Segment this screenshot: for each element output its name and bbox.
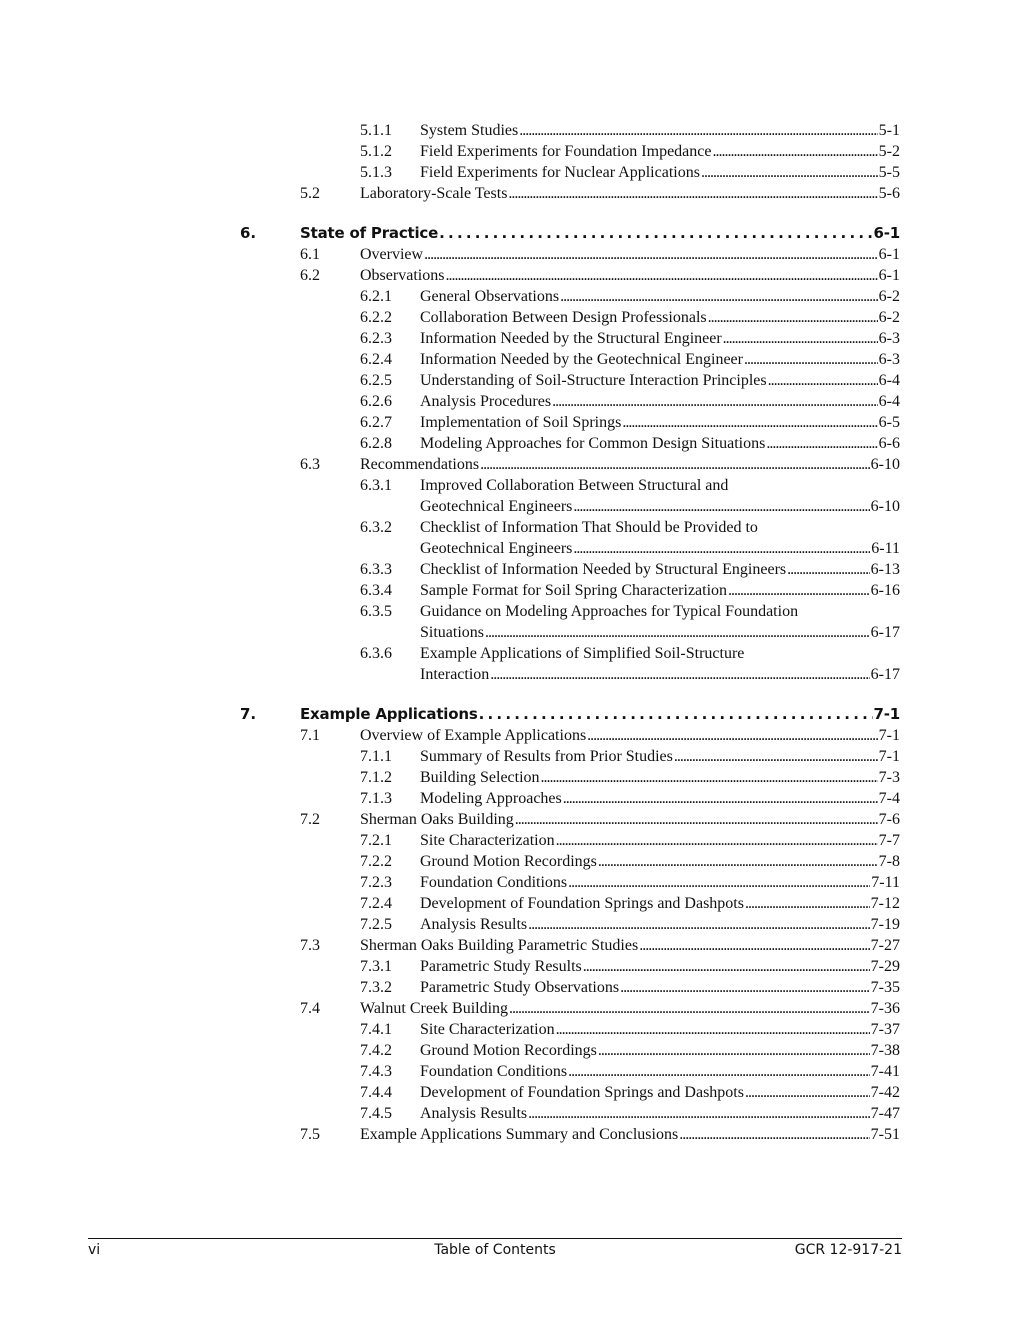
toc-entry-page: 7-19 — [870, 916, 900, 933]
toc-entry-page: 7-47 — [870, 1105, 900, 1122]
dot-leader — [679, 1124, 869, 1145]
dot-leader — [556, 1019, 870, 1040]
toc-entry-title-continued: Interaction — [420, 666, 490, 683]
toc-entry-continuation[interactable] — [0, 622, 1020, 643]
toc-entry-number: 7.4.2 — [360, 1042, 392, 1059]
toc-entry-title-continued: Geotechnical Engineers — [420, 498, 573, 515]
toc-entry[interactable] — [0, 370, 1020, 391]
toc-entry-page: 7-41 — [870, 1063, 900, 1080]
toc-entry-title: Field Experiments for Nuclear Applications — [420, 164, 700, 181]
toc-entry-number: 6.2.3 — [360, 330, 392, 347]
toc-entry-title: Sherman Oaks Building — [360, 811, 514, 828]
dot-leader — [541, 767, 878, 788]
toc-entry-title: Modeling Approaches — [420, 790, 562, 807]
toc-entry-page: 6-1 — [878, 246, 900, 263]
toc-entry[interactable] — [0, 935, 1020, 956]
toc-entry-number: 7.3.2 — [360, 979, 392, 996]
toc-entry-title: Foundation Conditions — [420, 1063, 568, 1080]
toc-entry[interactable] — [0, 851, 1020, 872]
dot-leader — [573, 496, 869, 517]
toc-entry[interactable] — [0, 391, 1020, 412]
toc-entry-number: 6.2.1 — [360, 288, 392, 305]
dot-leader — [587, 725, 878, 746]
toc-entry[interactable] — [0, 746, 1020, 767]
dot-leader — [728, 580, 870, 601]
dot-leader — [552, 391, 878, 412]
toc-entry[interactable] — [0, 830, 1020, 851]
toc-entry[interactable] — [0, 517, 1020, 538]
toc-entry-number: 7.2 — [300, 811, 320, 828]
toc-entry-number: 6.2.2 — [360, 309, 392, 326]
toc-entry-page: 7-4 — [878, 790, 900, 807]
toc-entry[interactable] — [0, 977, 1020, 998]
toc-entry-number: 7.2.2 — [360, 853, 392, 870]
dot-leader — [556, 830, 878, 851]
toc-entry-title: Laboratory-Scale Tests — [360, 185, 508, 202]
dot-leader — [583, 956, 870, 977]
toc-entry-number: 7.5 — [300, 1126, 320, 1143]
toc-entry[interactable] — [0, 872, 1020, 893]
dot-leader — [787, 559, 870, 580]
toc-entry-page: 7-27 — [870, 937, 900, 954]
toc-entry[interactable] — [0, 265, 1020, 286]
toc-entry[interactable] — [0, 1082, 1020, 1103]
toc-entry[interactable] — [0, 349, 1020, 370]
toc-entry-number: 7.2.3 — [360, 874, 392, 891]
dot-leader — [723, 328, 878, 349]
dot-leader — [515, 809, 878, 830]
toc-entry-number: 6. — [240, 224, 257, 242]
toc-entry[interactable] — [0, 454, 1020, 475]
dot-leader — [445, 265, 877, 286]
dot-leader — [708, 307, 878, 328]
toc-entry-title: Checklist of Information Needed by Structural Engineers — [420, 561, 787, 578]
toc-entry-title: Understanding of Soil-Structure Interaction Principles — [420, 372, 767, 389]
toc-entry-page: 6-1 — [878, 267, 900, 284]
toc-entry-title: Collaboration Between Design Professionals — [420, 309, 707, 326]
toc-entry-number: 7.3.1 — [360, 958, 392, 975]
toc-entry-page: 7-8 — [878, 853, 900, 870]
dot-leader — [508, 183, 877, 204]
toc-entry[interactable] — [0, 788, 1020, 809]
dot-leader — [439, 223, 872, 244]
toc-entry-page: 5-1 — [878, 122, 900, 139]
toc-entry-number: 6.2.5 — [360, 372, 392, 389]
toc-entry-page: 6-3 — [878, 351, 900, 368]
toc-entry-number: 7.3 — [300, 937, 320, 954]
toc-entry-title: Field Experiments for Foundation Impedance — [420, 143, 712, 160]
toc-entry-title: Sherman Oaks Building Parametric Studies — [360, 937, 639, 954]
toc-entry-title: Development of Foundation Springs and Dashpots — [420, 1084, 744, 1101]
toc-entry-page: 7-1 — [878, 748, 900, 765]
toc-entry-page: 7-37 — [870, 1021, 900, 1038]
toc-entry-page: 6-6 — [878, 435, 900, 452]
toc-entry-page: 7-3 — [878, 769, 900, 786]
toc-entry-page: 7-12 — [870, 895, 900, 912]
toc-entry-page: 6-4 — [878, 372, 900, 389]
toc-entry-number: 6.3.3 — [360, 561, 392, 578]
dot-leader — [639, 935, 869, 956]
toc-entry[interactable] — [0, 120, 1020, 141]
dot-leader — [674, 746, 878, 767]
toc-entry-page: 7-38 — [870, 1042, 900, 1059]
toc-entry-title: Checklist of Information That Should be Provided to — [420, 519, 758, 536]
toc-entry-page: 5-5 — [878, 164, 900, 181]
toc-entry-number: 7.4.1 — [360, 1021, 392, 1038]
toc-entry-page: 5-2 — [878, 143, 900, 160]
toc-entry-page: 7-7 — [878, 832, 900, 849]
toc-entry-number: 7.1 — [300, 727, 320, 744]
toc-entry-page: 5-6 — [878, 185, 900, 202]
toc-entry-page: 7-51 — [870, 1126, 900, 1143]
toc-entry-number: 7.2.1 — [360, 832, 392, 849]
toc-entry[interactable] — [0, 767, 1020, 788]
toc-entry-number: 6.2.8 — [360, 435, 392, 452]
toc-entry[interactable] — [0, 559, 1020, 580]
toc-entry-number: 6.3 — [300, 456, 320, 473]
toc-entry-page: 7-42 — [870, 1084, 900, 1101]
toc-entry[interactable] — [0, 1103, 1020, 1124]
dot-leader — [568, 1061, 870, 1082]
toc-entry-title: Recommendations — [360, 456, 480, 473]
toc-entry-number: 5.1.3 — [360, 164, 392, 181]
toc-entry-title: Information Needed by the Structural Engineer — [420, 330, 722, 347]
toc-entry[interactable] — [0, 328, 1020, 349]
toc-entry-title: Example Applications Summary and Conclusions — [360, 1126, 679, 1143]
toc-entry-number: 6.2 — [300, 267, 320, 284]
toc-entry-number: 7.1.3 — [360, 790, 392, 807]
footer-section-title: Table of Contents — [434, 1242, 556, 1258]
toc-entry-page: 6-17 — [870, 666, 900, 683]
toc-entry-page: 6-16 — [870, 582, 900, 599]
dot-leader — [745, 1082, 870, 1103]
toc-entry-page: 6-1 — [873, 224, 900, 242]
toc-entry[interactable] — [0, 1061, 1020, 1082]
toc-entry-title: Development of Foundation Springs and Dashpots — [420, 895, 744, 912]
toc-entry-number: 7.4.3 — [360, 1063, 392, 1080]
toc-entry-title: Site Characterization — [420, 832, 555, 849]
toc-entry-title: Parametric Study Results — [420, 958, 582, 975]
dot-leader — [568, 872, 870, 893]
toc-entry-number: 7.4 — [300, 1000, 320, 1017]
dot-leader — [563, 788, 878, 809]
toc-entry-title: System Studies — [420, 122, 519, 139]
dot-leader — [701, 162, 878, 183]
toc-entry-title: Parametric Study Observations — [420, 979, 620, 996]
table-of-contents — [0, 120, 1020, 1145]
toc-entry[interactable] — [0, 1124, 1020, 1145]
toc-entry[interactable] — [0, 475, 1020, 496]
toc-entry-page: 7-35 — [870, 979, 900, 996]
toc-entry-page: 7-6 — [878, 811, 900, 828]
toc-entry[interactable] — [0, 998, 1020, 1019]
toc-entry-page: 6-4 — [878, 393, 900, 410]
toc-entry-number: 6.2.7 — [360, 414, 392, 431]
toc-entry-page: 6-10 — [870, 498, 900, 515]
toc-entry-title: Site Characterization — [420, 1021, 555, 1038]
dot-leader — [528, 1103, 870, 1124]
toc-entry[interactable] — [0, 601, 1020, 622]
toc-entry-title: Analysis Results — [420, 1105, 528, 1122]
toc-entry-page: 7-1 — [878, 727, 900, 744]
toc-entry-title: Summary of Results from Prior Studies — [420, 748, 673, 765]
toc-entry-title: Analysis Results — [420, 916, 528, 933]
toc-entry-number: 7.2.4 — [360, 895, 392, 912]
toc-chapter-entry[interactable] — [0, 223, 1020, 244]
toc-entry-title: Foundation Conditions — [420, 874, 568, 891]
dot-leader — [509, 998, 870, 1019]
dot-leader — [620, 977, 870, 998]
dot-leader — [712, 141, 877, 162]
toc-entry[interactable] — [0, 162, 1020, 183]
toc-entry[interactable] — [0, 244, 1020, 265]
toc-entry-number: 6.3.1 — [360, 477, 392, 494]
dot-leader — [598, 851, 878, 872]
toc-entry-page: 6-11 — [871, 540, 900, 557]
toc-entry-title: Improved Collaboration Between Structural and — [420, 477, 729, 494]
toc-entry-number: 7. — [240, 705, 257, 723]
toc-entry-page: 7-36 — [870, 1000, 900, 1017]
toc-entry-title: Sample Format for Soil Spring Characterization — [420, 582, 728, 599]
toc-entry-page: 6-3 — [878, 330, 900, 347]
dot-leader — [598, 1040, 870, 1061]
toc-entry-title-continued: Situations — [420, 624, 485, 641]
footer-document-id: GCR 12-917-21 — [794, 1242, 902, 1258]
dot-leader — [744, 349, 878, 370]
toc-entry-title: Overview of Example Applications — [360, 727, 587, 744]
toc-entry-continuation[interactable] — [0, 496, 1020, 517]
toc-entry-number: 6.3.5 — [360, 603, 392, 620]
toc-entry[interactable] — [0, 914, 1020, 935]
toc-entry-title: General Observations — [420, 288, 560, 305]
toc-entry[interactable] — [0, 725, 1020, 746]
toc-entry-title: Modeling Approaches for Common Design Situations — [420, 435, 766, 452]
toc-entry[interactable] — [0, 412, 1020, 433]
dot-leader — [424, 244, 878, 265]
toc-entry-title: Information Needed by the Geotechnical Engineer — [420, 351, 743, 368]
dot-leader — [768, 370, 878, 391]
toc-entry-title: Guidance on Modeling Approaches for Typical Foundation — [420, 603, 799, 620]
toc-entry-title: Example Applications of Simplified Soil-Structure — [420, 645, 745, 662]
toc-entry-number: 5.2 — [300, 185, 320, 202]
toc-entry-page: 6-17 — [870, 624, 900, 641]
toc-entry-page: 7-1 — [873, 705, 900, 723]
toc-entry[interactable] — [0, 1019, 1020, 1040]
toc-entry-number: 7.4.4 — [360, 1084, 392, 1101]
toc-entry-title: Walnut Creek Building — [360, 1000, 509, 1017]
toc-entry-page: 6-10 — [870, 456, 900, 473]
dot-leader — [622, 412, 877, 433]
toc-entry-title: Ground Motion Recordings — [420, 853, 597, 870]
toc-entry-title: Implementation of Soil Springs — [420, 414, 622, 431]
toc-entry-title: Ground Motion Recordings — [420, 1042, 597, 1059]
toc-entry-page: 6-2 — [878, 288, 900, 305]
toc-entry[interactable] — [0, 643, 1020, 664]
toc-entry[interactable] — [0, 433, 1020, 454]
toc-entry[interactable] — [0, 893, 1020, 914]
dot-leader — [745, 893, 870, 914]
toc-entry-number: 7.4.5 — [360, 1105, 392, 1122]
dot-leader — [560, 286, 878, 307]
dot-leader — [528, 914, 870, 935]
toc-entry-title: Overview — [360, 246, 424, 263]
toc-entry-title: Analysis Procedures — [420, 393, 552, 410]
dot-leader — [519, 120, 877, 141]
toc-entry-number: 6.1 — [300, 246, 320, 263]
toc-entry-number: 7.1.1 — [360, 748, 392, 765]
toc-entry-title: Observations — [360, 267, 445, 284]
toc-entry-number: 6.3.6 — [360, 645, 392, 662]
toc-entry-continuation[interactable] — [0, 664, 1020, 685]
toc-entry-number: 6.2.6 — [360, 393, 392, 410]
toc-entry[interactable] — [0, 956, 1020, 977]
toc-entry-title: Example Applications — [300, 705, 478, 723]
toc-entry[interactable] — [0, 580, 1020, 601]
dot-leader — [490, 664, 869, 685]
dot-leader — [485, 622, 870, 643]
dot-leader — [479, 704, 873, 725]
dot-leader — [480, 454, 870, 475]
toc-entry-page: 6-13 — [870, 561, 900, 578]
toc-entry-number: 5.1.1 — [360, 122, 392, 139]
dot-leader — [573, 538, 870, 559]
footer-page-number: vi — [88, 1242, 101, 1258]
toc-entry-page: 6-5 — [878, 414, 900, 431]
toc-entry[interactable] — [0, 286, 1020, 307]
toc-entry-number: 7.1.2 — [360, 769, 392, 786]
toc-entry-continuation[interactable] — [0, 538, 1020, 559]
dot-leader — [766, 433, 877, 454]
toc-entry-number: 5.1.2 — [360, 143, 392, 160]
toc-entry-page: 7-11 — [871, 874, 900, 891]
toc-entry-title-continued: Geotechnical Engineers — [420, 540, 573, 557]
toc-entry-number: 6.3.4 — [360, 582, 392, 599]
toc-entry-title: State of Practice — [300, 224, 439, 242]
toc-entry[interactable] — [0, 1040, 1020, 1061]
toc-entry-number: 6.2.4 — [360, 351, 392, 368]
page-footer — [88, 1238, 902, 1258]
toc-chapter-entry[interactable] — [0, 704, 1020, 725]
toc-entry-number: 6.3.2 — [360, 519, 392, 536]
toc-entry[interactable] — [0, 809, 1020, 830]
toc-entry[interactable] — [0, 183, 1020, 204]
toc-entry[interactable] — [0, 307, 1020, 328]
toc-entry-number: 7.2.5 — [360, 916, 392, 933]
toc-entry-page: 6-2 — [878, 309, 900, 326]
toc-entry-title: Building Selection — [420, 769, 540, 786]
toc-entry-page: 7-29 — [870, 958, 900, 975]
toc-entry[interactable] — [0, 141, 1020, 162]
